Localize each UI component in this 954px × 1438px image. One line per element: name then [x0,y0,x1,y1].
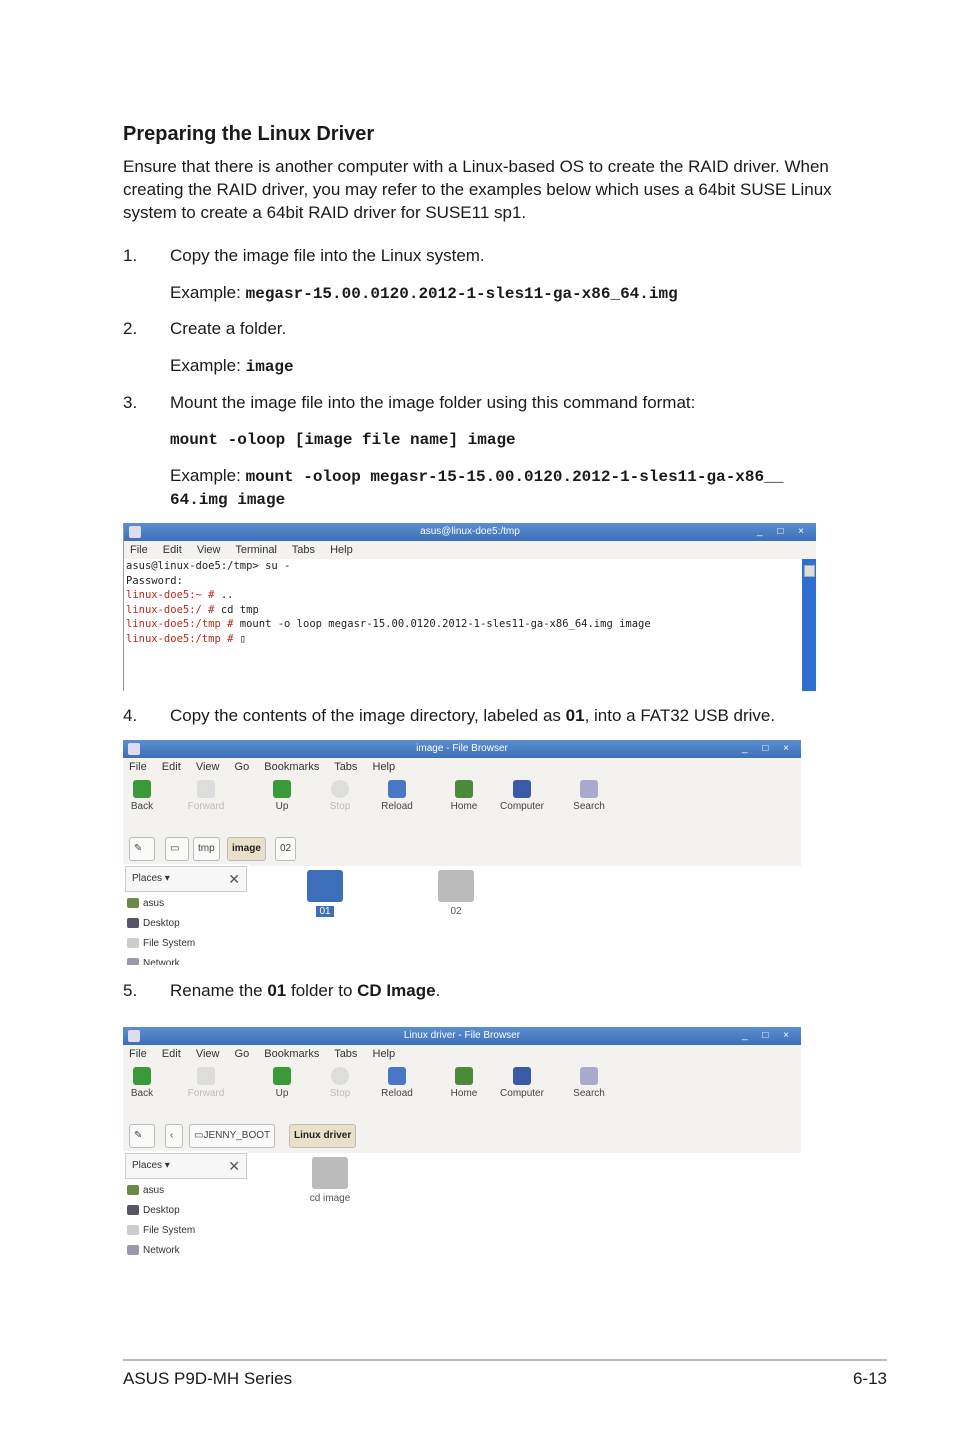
fb2-pathbar [123,1119,801,1153]
back-button[interactable]: Back [123,780,167,812]
path-linux-driver[interactable]: Linux driver [289,1124,356,1148]
places-dropdown[interactable]: Places ▾ ✕ [125,866,247,892]
folder-app-icon [128,743,140,755]
window-controls-icon[interactable]: _ □ × [742,743,795,754]
step-5-number: 5. [123,981,138,1000]
up-arrow-icon [273,1067,291,1085]
terminal-window [123,523,816,691]
path-image[interactable]: image [227,837,266,861]
step-3-text: Mount the image file into the image folder using this command format: [170,393,696,412]
example-code: mount -oloop megasr-15-15.00.0120.2012-1-sles11-ga-x86__ [245,468,784,486]
example-code: megasr-15.00.0120.2012-1-sles11-ga-x86_64.img [245,285,678,303]
file-browser-image [123,740,801,965]
folder-app-icon [128,1030,140,1042]
terminal-output[interactable] [124,559,816,646]
menu-file[interactable]: File [129,761,147,773]
fb2-menubar [123,1045,801,1063]
folder-icon [312,1157,348,1189]
menu-tabs[interactable]: Tabs [291,544,316,556]
menu-view[interactable]: View [196,544,221,556]
scroll-thumb[interactable] [804,565,815,577]
network-icon [127,1245,139,1255]
desktop-icon [127,1205,139,1215]
file-browser-linux-driver [123,1027,801,1257]
terminal-titlebar [124,523,816,541]
folder-cd-image[interactable]: cd image [305,1157,355,1204]
folder-01[interactable]: 01 [305,870,345,917]
forward-arrow-icon [197,1067,215,1085]
step-2-text: Create a folder. [170,319,287,338]
stop-icon [331,1067,349,1085]
menu-edit[interactable]: Edit [161,1048,181,1060]
sidebar-item-file-system[interactable]: File System [123,1221,249,1241]
search-icon [580,780,598,798]
path-jenny-boot[interactable]: ▭JENNY_BOOT [189,1124,275,1148]
step-2-example [170,356,294,376]
forward-arrow-icon [197,780,215,798]
home-icon [455,1067,473,1085]
example-label: Example: [170,283,241,302]
stop-icon [331,780,349,798]
menu-view[interactable]: View [195,761,220,773]
fb1-titlebar [123,740,801,758]
up-arrow-icon [273,780,291,798]
sidebar-item-asus[interactable]: asus [123,894,249,914]
network-icon [127,958,139,965]
menu-tabs[interactable]: Tabs [334,1048,358,1060]
step-3-number: 3. [123,393,138,412]
menu-file[interactable]: File [129,1048,147,1060]
menu-edit[interactable]: Edit [162,544,182,556]
places-dropdown[interactable]: Places ▾ ✕ [125,1153,247,1179]
folder-02[interactable]: 02 [436,870,476,917]
menu-help[interactable]: Help [330,544,353,556]
computer-button[interactable]: Computer [497,1067,547,1099]
stop-button[interactable]: Stop [315,780,365,812]
terminal-scrollbar[interactable] [802,559,816,691]
reload-button[interactable]: Reload [372,1067,422,1099]
up-button[interactable]: Up [257,1067,307,1099]
menu-terminal[interactable]: Terminal [235,544,277,556]
forward-button[interactable]: Forward [181,780,231,812]
search-button[interactable]: Search [564,1067,614,1099]
drive-icon[interactable]: ▭ [165,837,189,861]
terminal-line: linux-doe5:/ # cd tmp [126,603,259,616]
terminal-line: linux-doe5:/tmp # ▯ [126,632,247,645]
section-heading: Preparing the Linux Driver [123,123,375,145]
reload-button[interactable]: Reload [372,780,422,812]
intro-paragraph: Ensure that there is another computer with a Linux-based OS to create the RAID driver. When creating the RAID driver, you may refer to the examples below which uses a 64bit SUSE Linux system to create a 64bit RAID driver for SUSE11 sp1. [123,157,832,222]
step-5-text: Rename the 01 folder to CD Image. [170,981,441,1000]
sidebar-item-asus[interactable]: asus [123,1181,249,1201]
folder-icon [438,870,474,902]
menu-tabs[interactable]: Tabs [334,761,358,773]
menu-help[interactable]: Help [372,761,396,773]
path-02[interactable]: 02 [275,837,296,861]
back-arrow-icon [133,780,151,798]
example-code-cont: 64.img image [170,491,286,509]
back-arrow-icon [133,1067,151,1085]
reload-icon [388,1067,406,1085]
edit-location-icon[interactable]: ✎ [129,837,155,861]
back-button[interactable]: Back [123,1067,167,1099]
forward-button[interactable]: Forward [181,1067,231,1099]
home-button[interactable]: Home [439,1067,489,1099]
window-controls-icon[interactable]: _ □ × [757,526,810,537]
footer-title: ASUS P9D-MH Series [123,1369,293,1388]
step-4-text: Copy the contents of the image directory, labeled as 01, into a FAT32 USB drive. [170,706,776,725]
home-folder-icon [127,1185,139,1195]
window-title: Linux driver - File Browser [403,1030,521,1041]
terminal-line: linux-doe5:~ # .. [126,589,234,601]
stop-button[interactable]: Stop [315,1067,365,1099]
step-1-number: 1. [123,246,138,265]
folder-icon [307,870,343,902]
step-1-text: Copy the image file into the Linux system. [170,246,485,265]
window-controls-icon[interactable]: _ □ × [742,1030,795,1041]
fb2-sidebar [123,1151,249,1257]
sidebar-item-network[interactable]: Network [123,1241,249,1257]
example-label: Example: [170,356,241,375]
terminal-line: asus@linux-doe5:/tmp> su - [126,560,291,572]
terminal-app-icon [129,526,141,538]
menu-help[interactable]: Help [372,1048,396,1060]
menu-bookmarks[interactable]: Bookmarks [264,761,320,773]
fb2-toolbar [123,1063,801,1119]
step-1-example [170,283,678,303]
fb1-toolbar [123,776,801,832]
fb1-sidebar [123,864,249,965]
fb2-titlebar [123,1027,801,1045]
step-4-number: 4. [123,706,138,725]
drive-icon [127,938,139,948]
menu-view[interactable]: View [195,1048,220,1060]
window-title: image - File Browser [416,743,508,754]
footer-rule [123,1359,887,1361]
drive-icon [127,1225,139,1235]
path-left-arrow-icon[interactable]: ‹ [165,1124,183,1148]
close-sidebar-icon: ✕ [228,1158,240,1174]
home-button[interactable]: Home [439,780,489,812]
sidebar-item-desktop[interactable]: Desktop [123,1201,249,1221]
menu-go[interactable]: Go [234,761,250,773]
terminal-line: linux-doe5:/tmp # mount -o loop megasr-15.00.0120.2012-1-sles11-ga-x86_64.img image [126,618,651,630]
computer-icon [513,780,531,798]
step-3-example [170,466,783,486]
sidebar-item-desktop[interactable]: Desktop [123,914,249,934]
menu-edit[interactable]: Edit [161,761,181,773]
desktop-icon [127,918,139,928]
terminal-menubar [124,541,816,559]
menu-file[interactable]: File [130,544,148,556]
menu-bookmarks[interactable]: Bookmarks [264,1048,320,1060]
close-sidebar-icon: ✕ [228,871,240,887]
menu-go[interactable]: Go [234,1048,250,1060]
search-icon [580,1067,598,1085]
up-button[interactable]: Up [257,780,307,812]
path-tmp[interactable]: tmp [193,837,220,861]
step-2-number: 2. [123,319,138,338]
home-folder-icon [127,898,139,908]
fb1-menubar [123,758,801,776]
example-label: Example: [170,466,241,485]
home-icon [455,780,473,798]
sidebar-item-network[interactable]: Network [123,954,249,965]
window-title: asus@linux-doe5:/tmp [420,526,520,537]
edit-location-icon[interactable]: ✎ [129,1124,155,1148]
step-3-command-format: mount -oloop [image file name] image [170,431,516,449]
sidebar-item-file-system[interactable]: File System [123,934,249,954]
example-code: image [245,358,294,376]
search-button[interactable]: Search [564,780,614,812]
fb1-pathbar [123,832,801,866]
computer-button[interactable]: Computer [497,780,547,812]
computer-icon [513,1067,531,1085]
reload-icon [388,780,406,798]
page-number: 6-13 [852,1369,887,1388]
terminal-line: Password: [126,574,183,587]
